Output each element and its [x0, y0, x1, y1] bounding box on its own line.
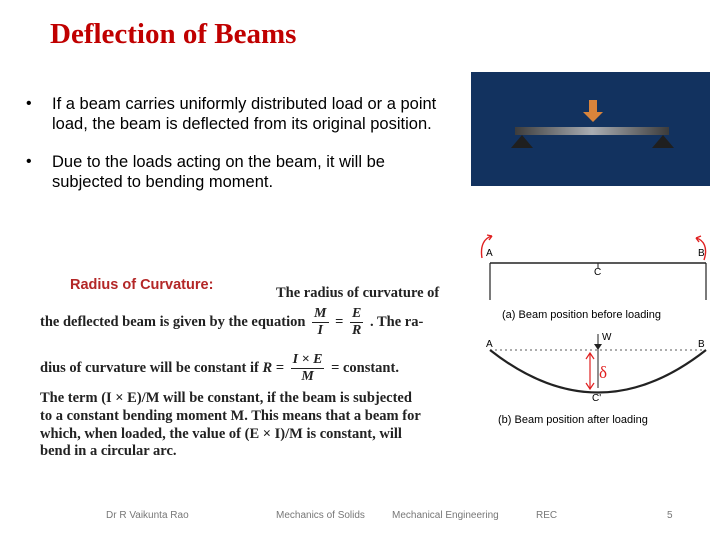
text-fragment: the deflected beam is given by the equation [40, 313, 306, 330]
left-support-icon [511, 135, 533, 148]
text-fragment: = constant. [331, 359, 399, 376]
bullet-text: If a beam carries uniformly distributed load or a point load, the beam is deflected from its original position. [52, 95, 437, 133]
bullet-list [26, 94, 446, 210]
simply-supported-beam-graphic [471, 72, 710, 186]
fraction-numerator: E [352, 306, 362, 321]
fraction-denominator: I [317, 323, 323, 338]
label-b-bottom: B [698, 339, 705, 350]
label-a-bottom: A [486, 339, 493, 350]
footer-author: Dr R Vaikunta Rao [106, 510, 189, 521]
fraction-numerator: I × E [292, 352, 323, 367]
equation-lhs: R = [262, 359, 285, 376]
text-line [40, 352, 399, 385]
bullet-item [26, 152, 446, 192]
beam-icon [471, 72, 710, 186]
fraction [350, 306, 363, 339]
label-a-top: A [486, 248, 493, 259]
text-fragment: dius of curvature will be constant if [40, 359, 259, 376]
footer-department: Mechanical Engineering [392, 510, 499, 521]
text-line: which, when loaded, the value of (E × I)/M is constant, will [40, 426, 402, 442]
fraction [312, 306, 328, 339]
caption-before-loading: (a) Beam position before loading [502, 309, 661, 321]
bullet-item [26, 94, 446, 134]
text-line: to a constant bending moment M. This means that a beam for [40, 408, 421, 424]
delta-label: δ [599, 363, 608, 382]
text-line: The term (I × E)/M will be constant, if the beam is subjected [40, 390, 412, 406]
caption-after-loading: (b) Beam position after loading [498, 414, 648, 426]
text-line [40, 306, 423, 339]
fraction [291, 352, 325, 385]
fraction-denominator: R [352, 323, 362, 338]
right-support-icon [652, 135, 674, 148]
label-w: W [602, 332, 612, 343]
text-line: The radius of curvature of [276, 285, 440, 301]
label-c-top: C [594, 267, 602, 278]
equals-sign: = [335, 313, 344, 330]
bullet-text: Due to the loads acting on the beam, it will be subjected to bending moment. [52, 153, 385, 191]
beam-deflection-diagram [468, 230, 718, 440]
label-c-prime: C' [592, 393, 602, 404]
text-fragment: . The ra- [369, 313, 424, 330]
footer-institute: REC [536, 510, 558, 521]
radius-of-curvature-heading: Radius of Curvature: [70, 277, 214, 293]
footer-course: Mechanics of Solids [276, 510, 365, 521]
page-number: 5 [667, 510, 673, 521]
load-arrowhead-icon [594, 344, 602, 350]
label-b-top: B [698, 248, 705, 259]
fraction-denominator: M [301, 369, 314, 384]
bullet-dot: • [26, 153, 32, 170]
fraction-numerator: M [314, 306, 327, 321]
slide-title: Deflection of Beams [50, 18, 297, 50]
text-line: bend in a circular arc. [40, 443, 177, 459]
down-arrow-icon [583, 100, 603, 122]
bullet-dot: • [26, 95, 32, 112]
beam-bar-icon [515, 127, 669, 135]
